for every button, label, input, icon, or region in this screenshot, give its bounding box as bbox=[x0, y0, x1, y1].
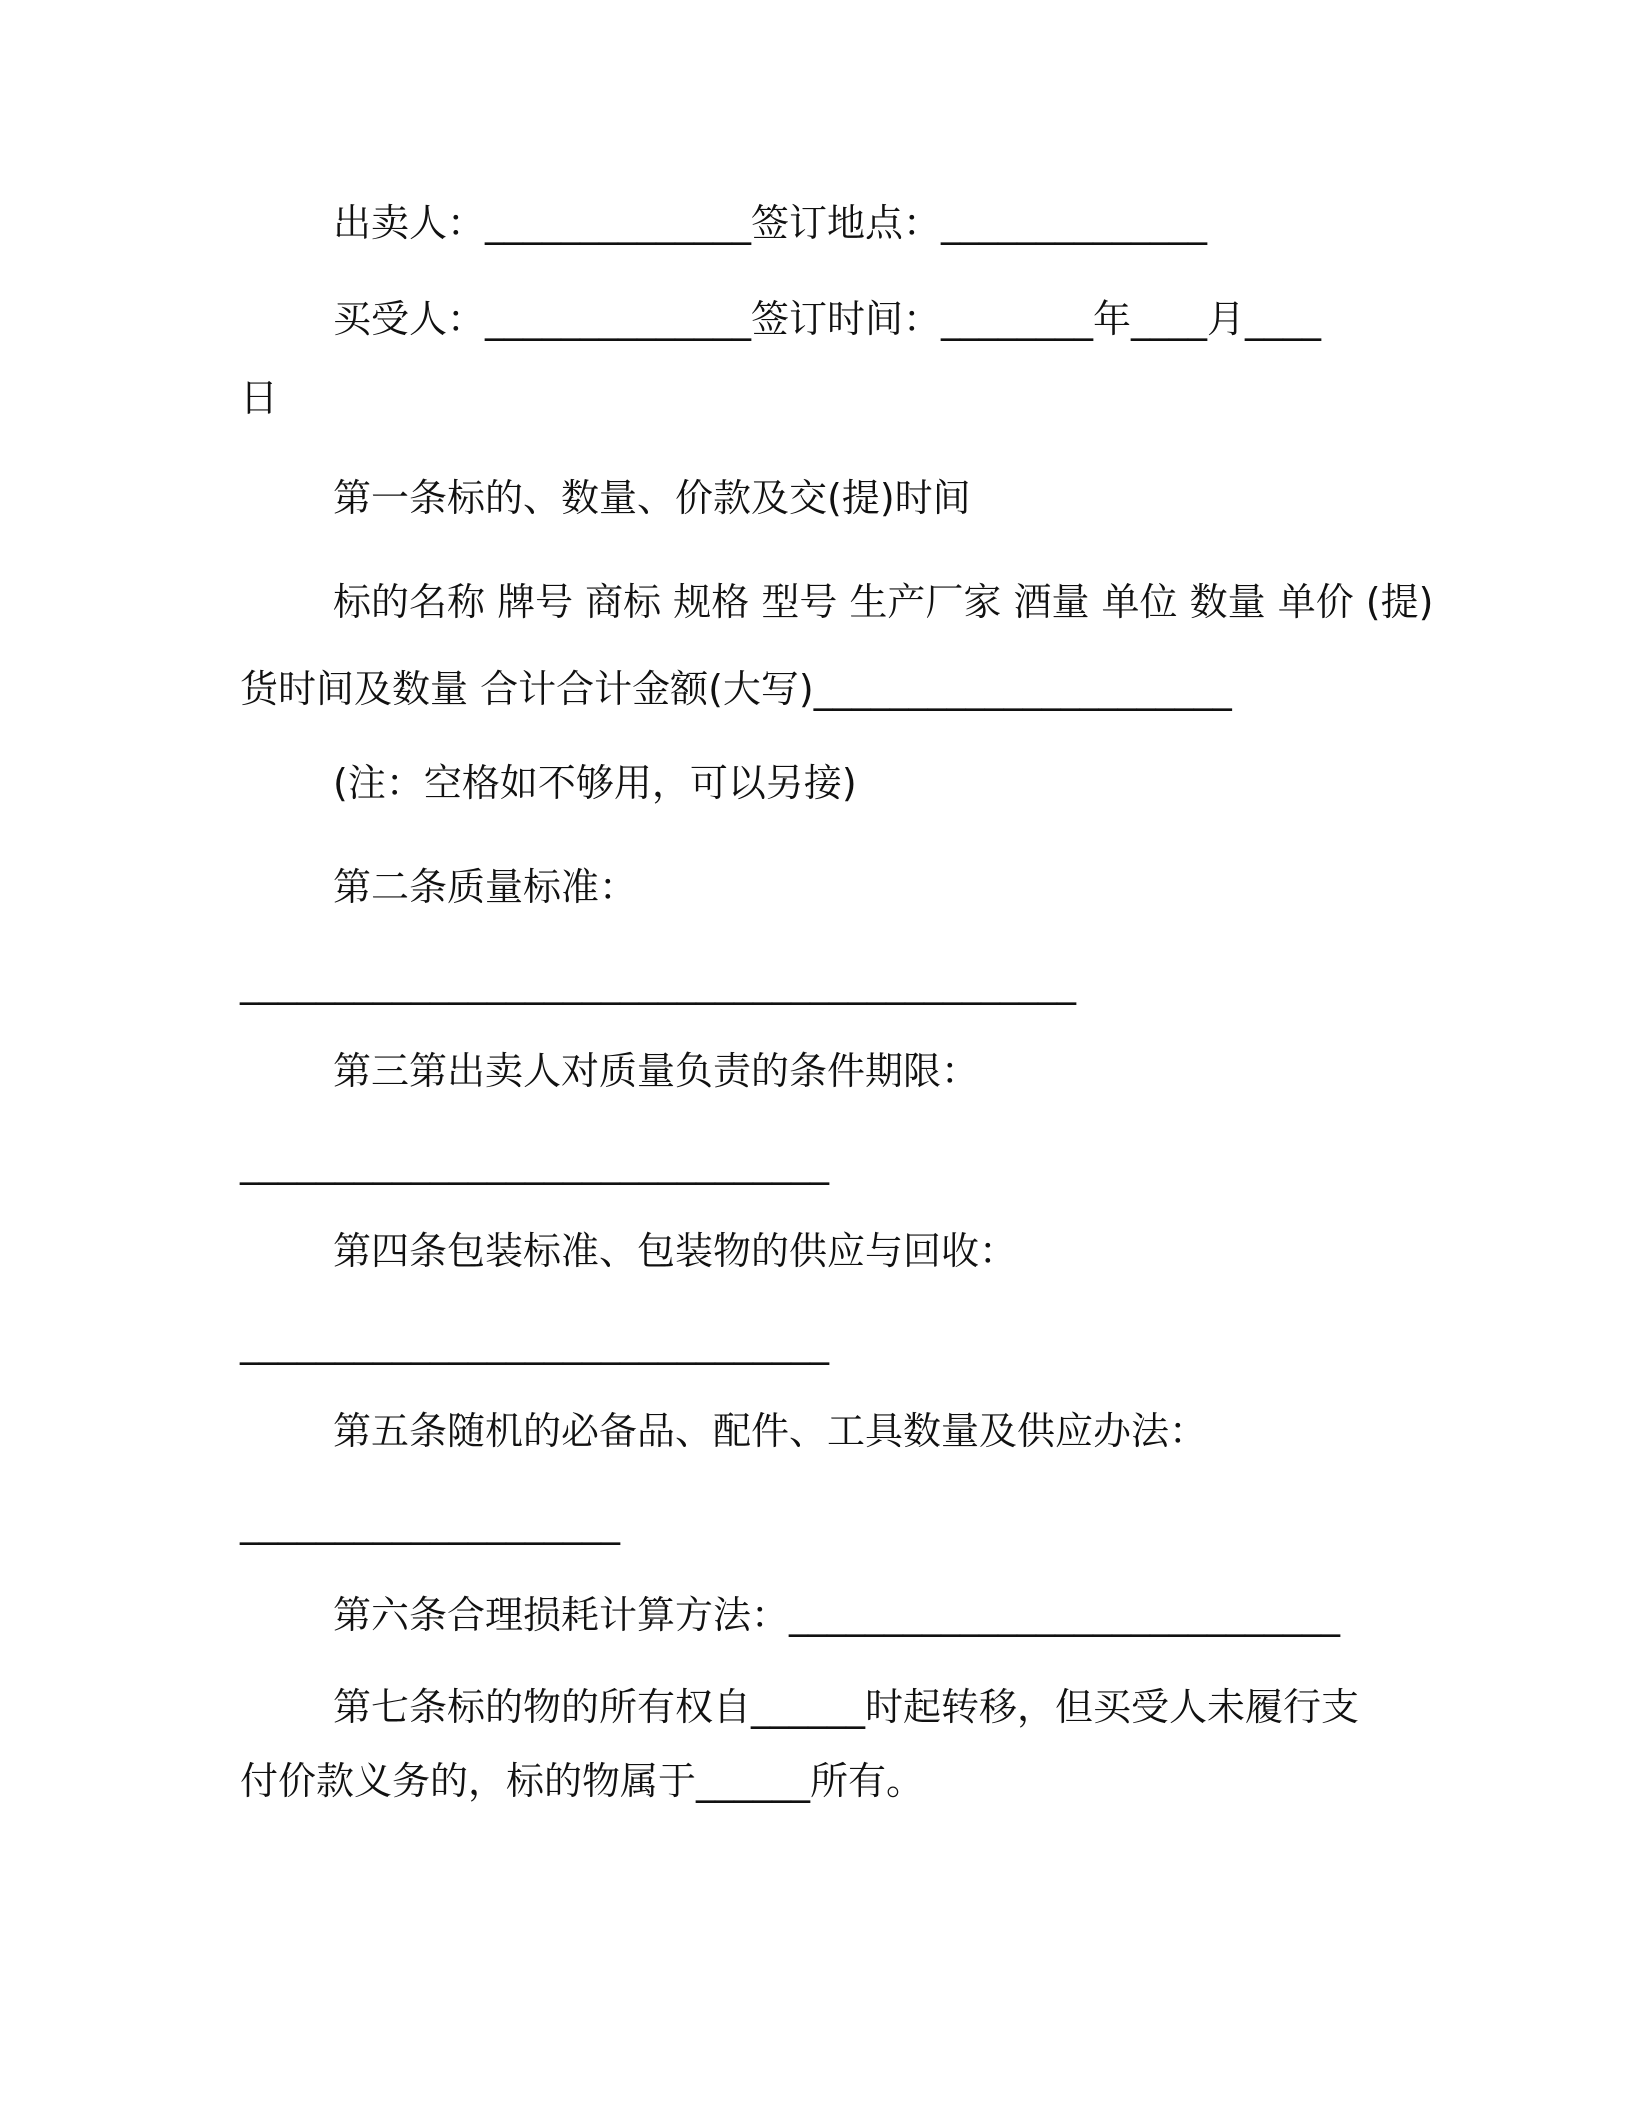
article-1-heading: 第一条标的、数量、价款及交(提)时间 bbox=[333, 476, 971, 520]
buyer-and-signing-date-line: 买受人：______________签订时间：________年____月____ bbox=[333, 297, 1322, 341]
article-3-blank-line: _______________________________ bbox=[240, 1141, 829, 1185]
article-5-blank-line: ____________________ bbox=[240, 1501, 620, 1545]
article-4-blank-line: _______________________________ bbox=[240, 1321, 829, 1365]
article-1-note: (注：空格如不够用，可以另接) bbox=[333, 761, 857, 805]
article-2-heading: 第二条质量标准： bbox=[333, 865, 638, 909]
article-2-blank-line: ____________________________________________ bbox=[240, 961, 1076, 1005]
seller-and-signing-place-line: 出卖人：______________签订地点：______________ bbox=[333, 201, 1208, 245]
article-1-total-amount-line: 货时间及数量 合计合计金额(大写)______________________ bbox=[240, 667, 1232, 711]
article-6-line: 第六条合理损耗计算方法：_____________________________ bbox=[333, 1593, 1341, 1637]
article-7-line-1: 第七条标的物的所有权自______时起转移，但买受人未履行支 bbox=[333, 1685, 1360, 1729]
article-7-line-2: 付价款义务的，标的物属于______所有。 bbox=[240, 1759, 925, 1803]
article-5-heading: 第五条随机的必备品、配件、工具数量及供应办法： bbox=[333, 1409, 1208, 1453]
article-4-heading: 第四条包装标准、包装物的供应与回收： bbox=[333, 1229, 1018, 1273]
article-3-heading: 第三第出卖人对质量负责的条件期限： bbox=[333, 1049, 980, 1093]
article-1-table-fields: 标的名称 牌号 商标 规格 型号 生产厂家 酒量 单位 数量 单价 (提) bbox=[333, 580, 1434, 624]
signing-date-day-line: 日 bbox=[240, 376, 279, 420]
